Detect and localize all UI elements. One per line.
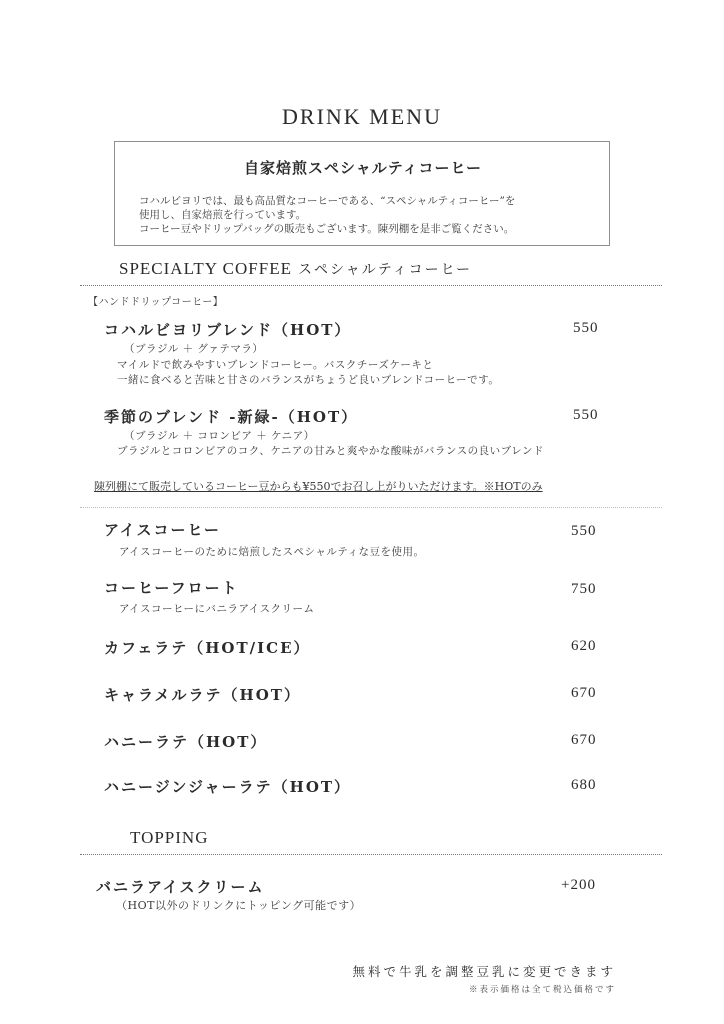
menu-item-price: 750 [571, 581, 597, 597]
specialty-heading-jp: スペシャルティコーヒー [297, 262, 473, 278]
menu-item-price: 550 [573, 320, 599, 336]
menu-item-name: コハルビヨリブレンド（HOT） [104, 321, 352, 339]
menu-item-price: 680 [571, 777, 597, 793]
intro-line: 使用し、自家焙煎を行っています。 [139, 209, 307, 221]
menu-item-name: ハニージンジャーラテ（HOT） [104, 778, 352, 796]
topping-heading: TOPPING [130, 828, 209, 847]
menu-item-origin: （ブラジル ＋ コロンビア ＋ ケニア） [124, 430, 315, 442]
menu-item-name: キャラメルラテ（HOT） [104, 686, 301, 704]
menu-item-desc: ブラジルとコロンビアのコク、ケニアの甘みと爽やかな酸味がバランスの良いブレンド [117, 445, 544, 457]
intro-heading: 自家焙煎スペシャルティコーヒー [244, 159, 482, 177]
menu-item-name: バニラアイスクリーム [96, 878, 265, 896]
menu-item-price: +200 [561, 877, 596, 893]
subcategory-label: 【ハンドドリップコーヒー】 [88, 297, 224, 308]
menu-item-desc: マイルドで飲みやすいブレンドコーヒー。バスクチーズケーキと [117, 359, 434, 371]
intro-line: コハルビヨリでは、最も高品質なコーヒーである、“スペシャルティコーヒー”を [139, 195, 516, 207]
menu-item-origin: （ブラジル ＋ グァテマラ） [124, 343, 264, 355]
specialty-heading-en: SPECIALTY COFFEE [119, 259, 292, 278]
menu-item-price: 670 [571, 685, 597, 701]
menu-item-name: カフェラテ（HOT/ICE） [104, 639, 311, 657]
bean-note: 陳列棚にて販売しているコーヒー豆からも¥550でお召し上がりいただけます。※HOTのみ [94, 480, 543, 493]
divider [80, 507, 662, 508]
menu-item-desc: （HOT以外のドリンクにトッピング可能です） [116, 899, 362, 912]
menu-item-price: 670 [571, 732, 597, 748]
menu-item-name: ハニーラテ（HOT） [104, 733, 268, 751]
menu-item-name: 季節のブレンド -新緑-（HOT） [104, 408, 359, 426]
divider [80, 285, 662, 286]
menu-item-price: 550 [573, 407, 599, 423]
page-title: DRINK MENU [282, 104, 442, 129]
intro-box [114, 141, 610, 246]
footer-milk-note: 無料で牛乳を調整豆乳に変更できます [352, 964, 616, 979]
intro-line: コーヒー豆やドリップバッグの販売もございます。陳列棚を是非ご覧ください。 [139, 223, 515, 235]
menu-item-desc: アイスコーヒーのために焙煎したスペシャルティな豆を使用。 [119, 546, 425, 558]
footer-tax-note: ※表示価格は全て税込価格です [468, 985, 616, 995]
menu-item-desc: 一緒に食べると苦味と甘さのバランスがちょうど良いブレンドコーヒーです。 [117, 374, 500, 386]
menu-item-price: 550 [571, 523, 597, 539]
menu-item-price: 620 [571, 638, 597, 654]
divider [80, 854, 662, 855]
specialty-heading [119, 259, 472, 279]
menu-item-name: コーヒーフロート [104, 579, 239, 597]
menu-item-desc: アイスコーヒーにバニラアイスクリーム [119, 603, 315, 615]
menu-item-name: アイスコーヒー [104, 521, 221, 539]
